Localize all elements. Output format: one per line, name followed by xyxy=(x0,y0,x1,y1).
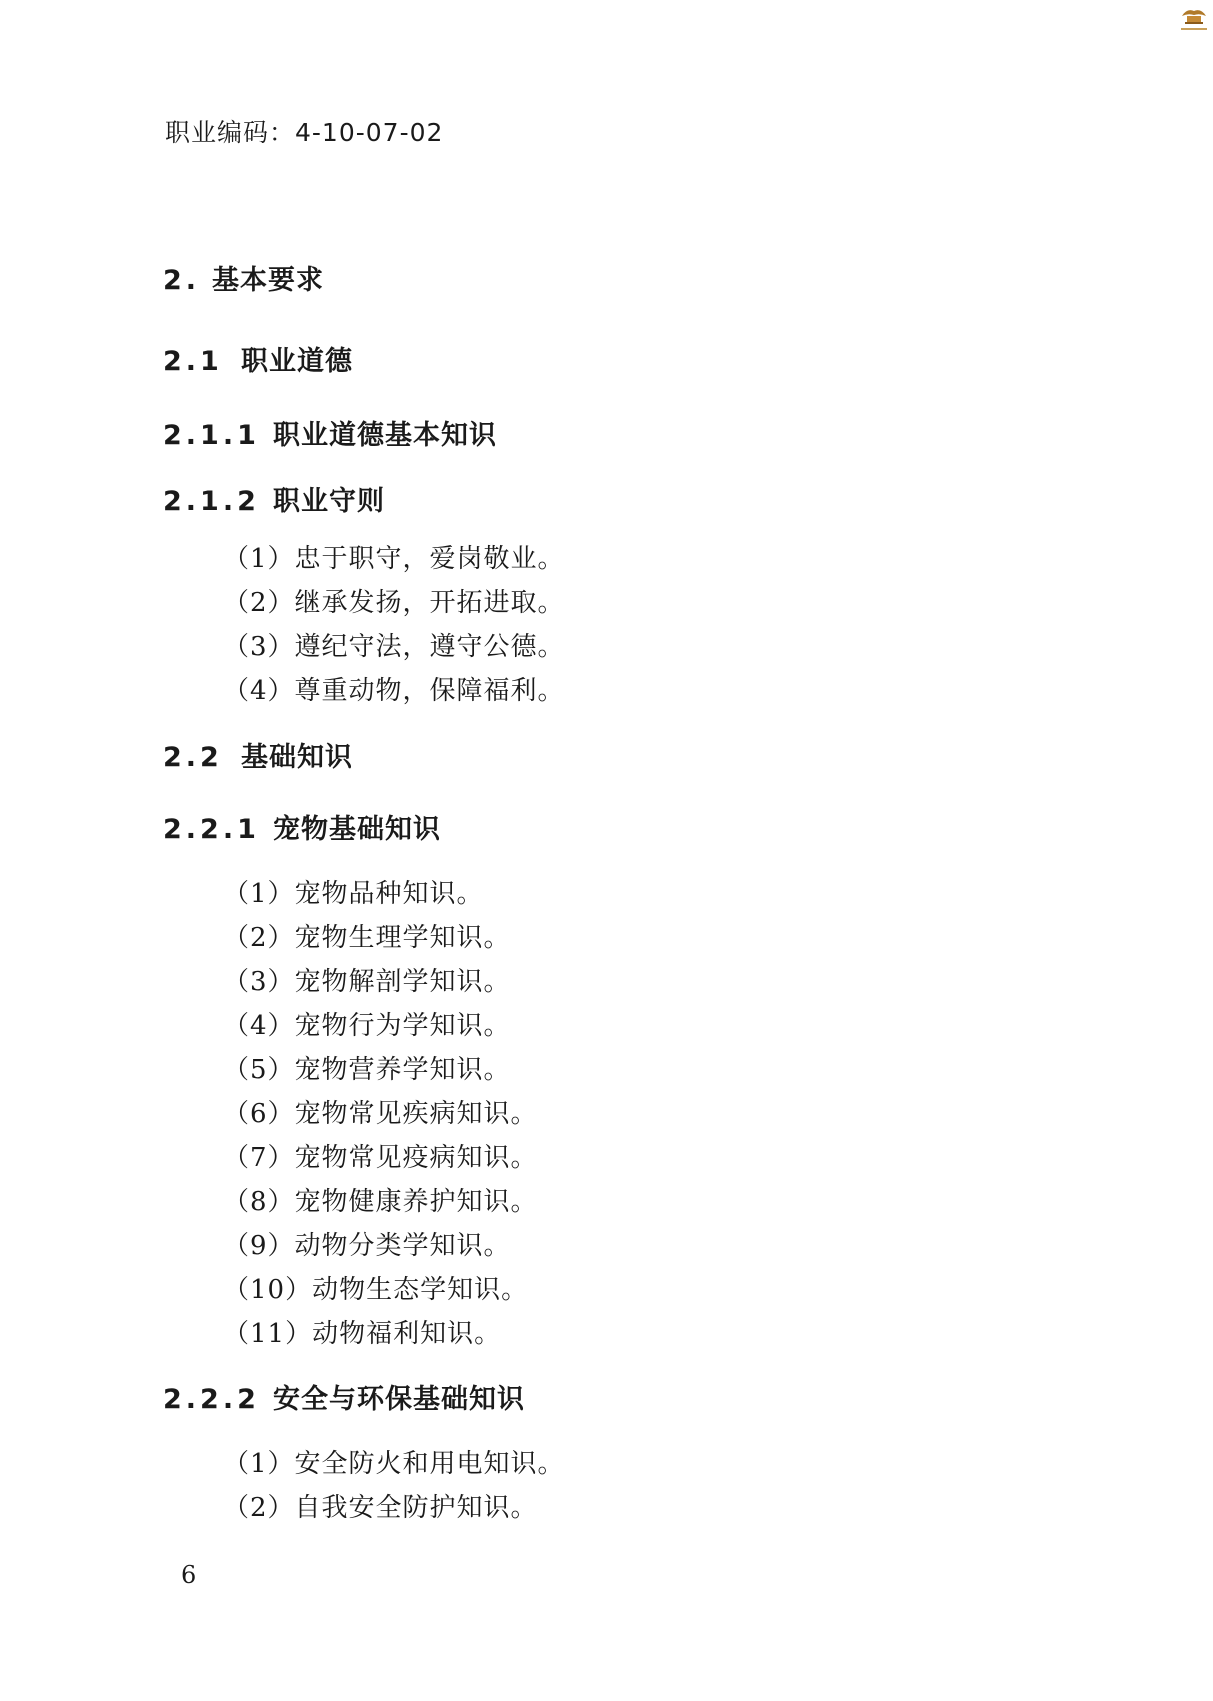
section-heading-2-1-1 xyxy=(163,413,497,452)
section-heading-2-2-1 xyxy=(163,807,441,846)
section-number: 2. xyxy=(163,265,201,296)
list-item: （10）动物生态学知识。 xyxy=(223,1275,529,1305)
section-number: 2.1 xyxy=(163,346,223,377)
section-heading-2-2-2 xyxy=(163,1377,525,1416)
list-item: （1）安全防火和用电知识。 xyxy=(223,1449,565,1479)
section-title: 安全与环保基础知识 xyxy=(273,1384,525,1415)
section-title: 宠物基础知识 xyxy=(273,814,441,845)
list-item: （1）忠于职守，爱岗敬业。 xyxy=(223,544,565,574)
list-item: （1）宠物品种知识。 xyxy=(223,879,484,909)
list-item: （7）宠物常见疫病知识。 xyxy=(223,1143,538,1173)
section-number: 2.2.1 xyxy=(163,814,260,845)
list-item: （6）宠物常见疾病知识。 xyxy=(223,1099,538,1129)
list-item: （5）宠物营养学知识。 xyxy=(223,1055,511,1085)
section-title: 职业守则 xyxy=(273,486,385,517)
section-number: 2.1.1 xyxy=(163,420,260,451)
section-heading-2-1-2 xyxy=(163,479,385,518)
section-number: 2.1.2 xyxy=(163,486,260,517)
section-title: 基本要求 xyxy=(212,265,325,296)
section-heading-2-1 xyxy=(163,339,353,378)
section-heading-2 xyxy=(163,258,324,297)
list-item: （2）继承发扬，开拓进取。 xyxy=(223,588,565,618)
section-number: 2.2.2 xyxy=(163,1384,260,1415)
occupation-code: 职业编码：4-10-07-02 xyxy=(165,118,444,147)
section-title: 基础知识 xyxy=(241,742,353,773)
section-heading-2-2 xyxy=(163,735,353,774)
page-number: 6 xyxy=(181,1561,197,1589)
list-item: （2）自我安全防护知识。 xyxy=(223,1493,538,1523)
list-item: （9）动物分类学知识。 xyxy=(223,1231,511,1261)
section-title: 职业道德 xyxy=(241,346,353,377)
list-item: （8）宠物健康养护知识。 xyxy=(223,1187,538,1217)
list-item: （3）遵纪守法，遵守公德。 xyxy=(223,632,565,662)
list-item: （3）宠物解剖学知识。 xyxy=(223,967,511,997)
section-number: 2.2 xyxy=(163,742,223,773)
list-item: （2）宠物生理学知识。 xyxy=(223,923,511,953)
list-item: （4）尊重动物，保障福利。 xyxy=(223,676,565,706)
publisher-logo-icon xyxy=(1178,2,1210,32)
section-title: 职业道德基本知识 xyxy=(273,420,497,451)
list-item: （11）动物福利知识。 xyxy=(223,1319,502,1349)
list-item: （4）宠物行为学知识。 xyxy=(223,1011,511,1041)
